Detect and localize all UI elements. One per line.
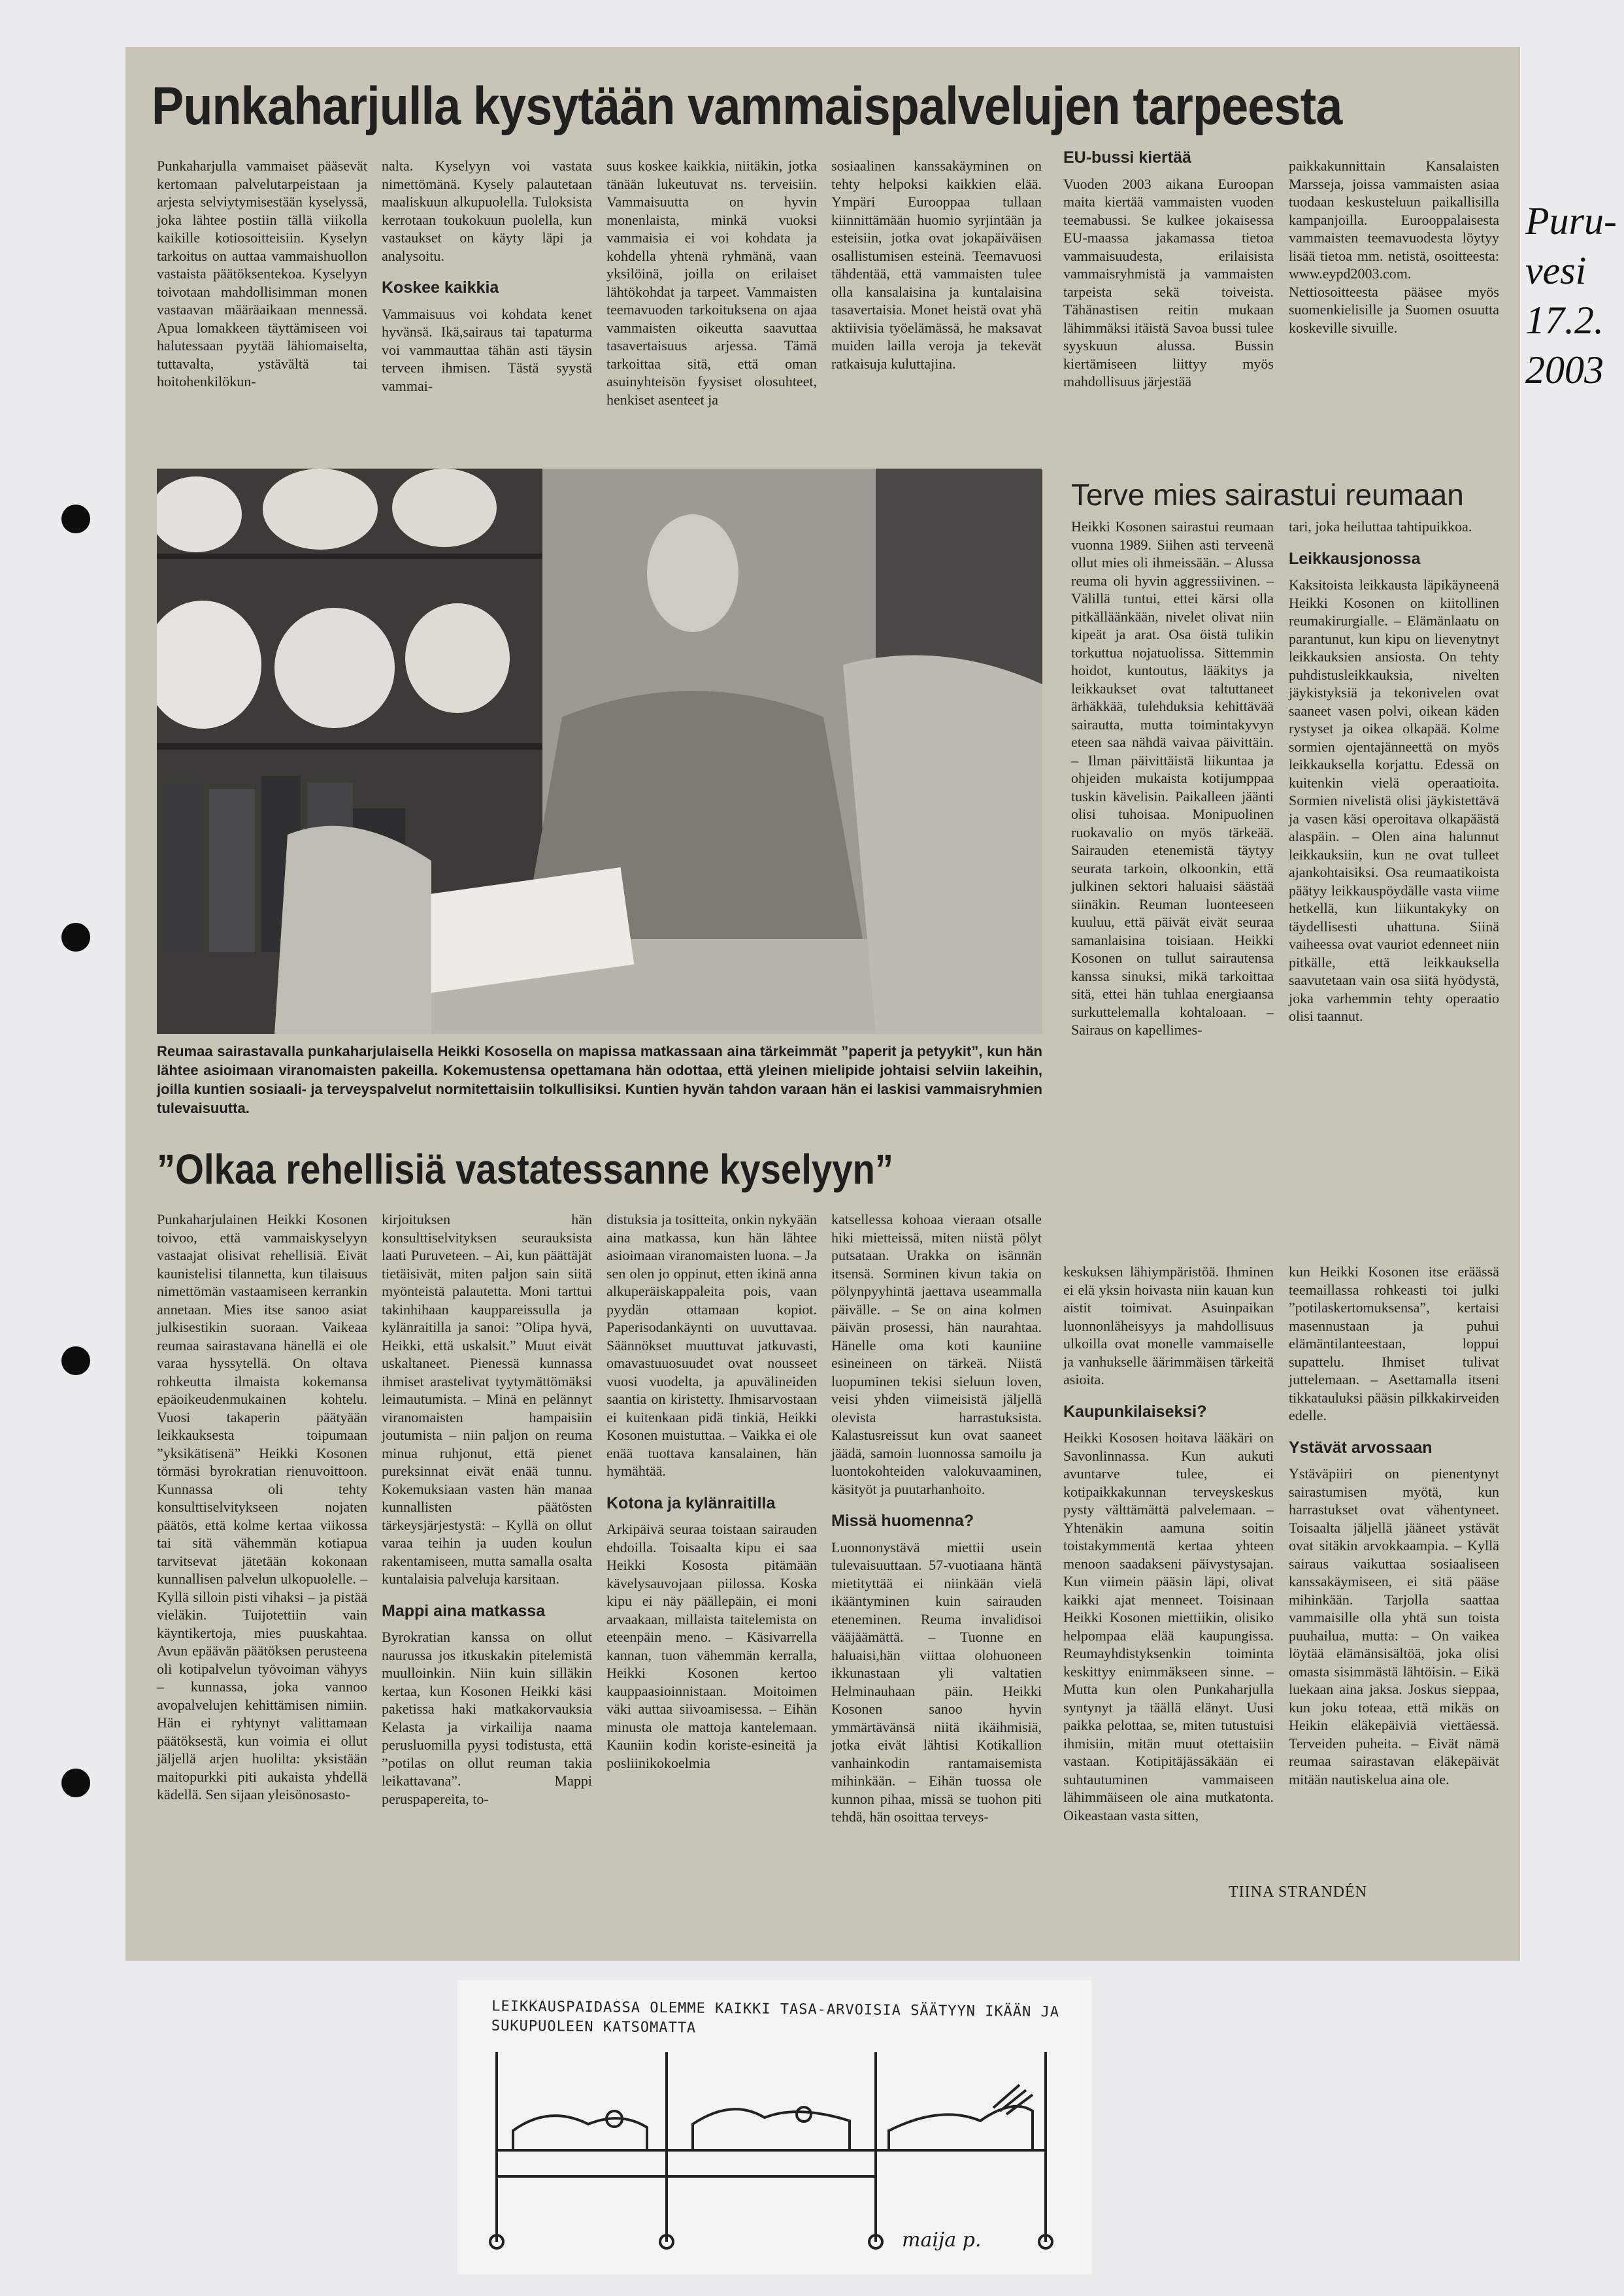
paragraph: sosiaalinen kanssakäyminen on tehty helpoksi kaikkien elää. Ympäri Eurooppaa tullaan kiinnittämään huomio syrjintään ja esteisiin, jotka ovat jokapäiväisen osallistumisen esteinä. Teemavuosi tähdentää, että vammaisten tulee olla kansalaisina ja kuntalaisina tasavertaisia. Monet heistä ovat yhä aktiivisia työelämässä, he maksavat muiden lailla veroja ja tekevät ratkaisuja kuluttajina. xyxy=(831,158,1042,372)
note-line: 17.2. xyxy=(1525,299,1604,342)
note-line: Puru- xyxy=(1525,199,1617,242)
side-article-column-1 xyxy=(1071,518,1274,1039)
article-column-1 xyxy=(157,157,367,391)
article-column-3 xyxy=(606,157,817,408)
cartoon-caption: LEIKKAUSPAIDASSA OLEMME KAIKKI TASA-ARVOISIA SÄÄTYYN IKÄÄN JA SUKUPUOLEEN KATSOMATTA xyxy=(491,1998,1060,2037)
side-article-column-2 xyxy=(1289,518,1499,1025)
paragraph: Heikki Kososen hoitava lääkäri on Savonlinnassa. Kun aukuti avuntarve tulee, ei kotipaikkakunnan terveyskeskus pysty välttämättä palvelemaan. – Yhtenäkin aamuna soitin toistakymmentä kertaa yhteen menoon saadakseni päivystysajan. Kun viimein pääsin läpi, olivat kaikki ajat menneet. Toisinaan Heikki Kosonen miettiikin, olisiko helpompaa elää kaupungissa. Reumayhdistyksenkin toiminta keskittyy enimmäkseen sinne. – Mutta kun olen Punkaharjulla syntynyt ja täällä elänyt. Uusi paikka pelottaa, se, miten tutustuisi ihmisiin, mitän muut otettaisiin vastaan. Kotipitäjässäkään ei suhtautuminen vammaiseen lähimmäiseen ole aina mutkatonta. Oikeastaan vasta sitten, xyxy=(1063,1429,1274,1823)
paragraph: paikkakunnittain Kansalaisten Marsseja, joissa vammaisten asiaa tuodaan keskusteluun paikallisilla kampanjoilla. Eurooppalaisesta vammaisten teemavuodesta löytyy lisää tietoa mm. netistä, osoitteesta: www.eypd2003.com. Nettiosoitteesta pääsee myös suomenkielisille ja Suomen osuutta koskeville sivuille. xyxy=(1289,158,1499,336)
cartoon xyxy=(457,1980,1091,2274)
paragraph: kun Heikki Kosonen itse eräässä teemaillassa rohkeasti toi julki ”potilaskertomuksensa”, kertaisi masennustaan ja puhui elämäntilanteestaan, loppui supattelu. Ihmiset tulivat juttelemaan. – Asettamalla itseni tikkatauluksi pääsin pilkkakirveiden edelle. xyxy=(1289,1263,1499,1423)
subheading: Kaupunkilaiseksi? xyxy=(1063,1402,1207,1421)
note-line: vesi xyxy=(1525,249,1587,292)
subheading: EU-bussi kiertää xyxy=(1063,148,1191,167)
interview-headline: ”Olkaa rehellisiä vastatessanne kyselyyn” xyxy=(157,1146,894,1193)
article-column-5 xyxy=(1063,149,1274,391)
paragraph: Punkaharjulainen Heikki Kosonen toivoo, että vammaiskyselyyn vastaajat olisivat rehellisiä. Eivät kaunistelisi tilannetta, kun tilaisuus nimettömän vastaamiseen kerrankin annetaan. Mies itse sanoo asiat julkisestikin suoraan. Vaikeaa reumaa sairastavana hänellä ei ole varaa hyssytellä. On oltava rohkeutta ilmaista kokemansa epäoikeudenmukainen kohtelu. Vuosi takaperin päätyään leikkauksesta toipumaan ”yksikätisenä” Heikki Kosonen törmäsi byrokratian rienuvoittoon. Kunnassa oli tehty konsulttiselvitykseen nojaten päätös, että kolme kertaa viikossa tai sitä vähemmän kotiapua tarvitsevat jätetään kokonaan kunnallisen palvelun ulkopuolelle. – Kyllä silloin pisti vihaksi – ja pistää vieläkin. Tuijotettiin vain käyntikertoja, mies puuskahtaa. Avun epäävän päätöksen perusteena oli kotipalvelun työvoiman vähyys – kunnassa, joka vannoo avopalvelujen kehittämisen nimiin. Hän ei ryhtynyt valittamaan päätöksestä, kun voimia ei ollut jäljellä arjen huolilta: yksistään maitopurkki piti aukaista yhdellä kädellä. Sen sijaan yleisönosasto- xyxy=(157,1211,367,1803)
photo-illustration xyxy=(157,469,1042,1034)
article-headline: Punkaharjulla kysytään vammaispalvelujen tarpeesta xyxy=(152,76,1342,136)
paragraph: Byrokratian kanssa on ollut naurussa jos itkuskakin pitelemistä muulloinkin. Niin kuin silläkin kertaa, kun Kosonen Heikki käsi paketissa haki matkakorvauksia Kelasta ja virkailija naama perusluomilla pyysi todistusta, että ”potilas on ollut reuman takia leikattavana”. Mappi peruspapereita, to- xyxy=(382,1629,592,1807)
paragraph: kirjoituksen hän konsulttiselvityksen seurauksista laati Puruveteen. – Ai, kun päättäjät tietäisivät, miten paljon sain siitä myönteistä palautetta. Moni tarttui takinhihaan kauppareissulla ja kylänraitilla ja sanoi: ”Olipa hyvä, Heikki, että uskalsit.” Muut eivät uskaltaneet. Pienessä kunnassa ihmiset arastelivat tyytymättömäksi leimautumista. – Minä en pelännyt viranomaisten hampaisiin joutumista – niin paljon on reuma minua ruhjonut, että pienet pureksinnat eivät enää tunnu. Kokemuksiaan vasten hän manaa kunnallisten päätösten tärkeysjärjestystä: – Kyllä on ollut varaa teihin ja uuden koulun rakentamiseen, mutta samalla osalta kuntalaisia palveluja karsitaan. xyxy=(382,1211,592,1587)
photo-caption: Reumaa sairastavalla punkaharjulaisella Heikki Kososella on mapissa matkassaan aina tärkeimmät ”paperit ja petyykit”, kun hän lähtee asioimaan viranomaisten pakeilla. Kokemustensa opettamana hän odottaa, että yleinen mielipide johtaisi selviin lakeihin, joilla kuntien sosiaali- ja terveyspalvelut normitettaisiin tolkullisiksi. Kuntien hyvän tahdon varaan hän ei laskisi vammaisryhmien tulevaisuutta. xyxy=(157,1043,1042,1116)
article-column-2 xyxy=(382,157,592,395)
paragraph: Ystäväpiiri on pienentynyt sairastumisen myötä, kun harrastukset ovat vähentyneet. Toisaalta jäljellä jääneet ystävät ovat sitäkin arvokkaampia. – Kyllä sairaus vaikuttaa sosiaaliseen kanssakäymiseen, ei sitä pääse mihinkään. Tarjolla saattaa vammaisille olla yhtä sun toista puuhailua, mutta: – On vaikea löytää elämänsisältöä, joka olisi omasta sisimmästä lähtöisin. – Eikä luekaan aina jaksa. Joskus sieppaa, kun joku toteaa, että mikäs on Heikin eläkepäiviä viettäessä. Terveiden puheita. – Eivät nämä reumaa sairastavan eläkepäivät mitään nautiskelua aina ole. xyxy=(1289,1465,1499,1788)
handwritten-source-note xyxy=(1525,196,1623,395)
interview-column-5 xyxy=(1063,1263,1274,1824)
article-column-4 xyxy=(831,157,1042,373)
side-article-headline: Terve mies sairastui reumaan xyxy=(1071,478,1464,512)
newspaper-clipping xyxy=(125,47,1520,1961)
punch-hole xyxy=(61,923,90,952)
paragraph: distuksia ja tositteita, onkin nykyään aina matkassa, kun hän lähtee asioimaan viranomaisten luona. – Ja sen olen jo oppinut, etten ikinä anna alkuperäiskappaleita pois, vaan pyydän ottamaan kopiot. Paperisodankäynti on uuvuttavaa. Säännökset muuttuvat jatkuvasti, omavastuuosuudet ovat nousseet vuosi vuodelta, ja apuvälineiden saantia on kiristetty. Ihmisarvostaan ei kuitenkaan pidä tinkiä, Heikki Kosonen muistuttaa. – Vaikka ei ole enää tuottava kansalainen, hän hymähtää. xyxy=(606,1211,818,1479)
note-line: 2003 xyxy=(1525,348,1604,391)
subheading: Missä huomenna? xyxy=(831,1512,974,1530)
punch-hole xyxy=(61,1346,90,1375)
paragraph: Kaksitoista leikkausta läpikäyneenä Heikki Kosonen on kiitollinen reumakirurgialle. – Elämänlaatu on parantunut, kun kipu on lievenytnyt leikkauksien ansiosta. On tehty puhdistusleikkauksia, nivelten jäykistyksiä ja tekonivelen ovat saaneet vasen polvi, oikean käden rystyset ja oikea olkapää. Kolme sormien ojentajänneettä on myös leikkauksella korjattu. Edessä on kuitenkin vielä operaatioita. Sormien nivelistä olisi jäykistettävä ja vasen käsi operoitava olkapäästä alaspäin. – Olen aina halunnut leikkauksiin, kun ne ovat tulleet ajankohtaisiksi. Osa reumaatikoista päätyy leikkauspöydälle vasta viime hetkellä, kun liikuntakyky on täydellisesti uhattuna. Siinä vaiheessa ovat vauriot edenneet niin pitkälle, että leikkauksella saavutetaan vain osa siitä hyödystä, joka varhemmin tehty operaatio olisi taannut. xyxy=(1289,576,1499,1024)
cartoon-signature: maija p. xyxy=(902,2229,982,2252)
paragraph: tari, joka heiluttaa tahtipuikkoa. xyxy=(1289,518,1472,535)
punch-hole xyxy=(61,1769,90,1797)
subheading: Leikkausjonossa xyxy=(1289,549,1421,568)
interview-column-3 xyxy=(606,1210,817,1772)
byline: TIINA STRANDÉN xyxy=(1229,1884,1367,1901)
cartoon-drawing xyxy=(457,1980,1091,2274)
interview-column-4 xyxy=(831,1210,1042,1826)
interview-column-1 xyxy=(157,1210,367,1804)
paragraph: Heikki Kosonen sairastui reumaan vuonna 1989. Siihen asti terveenä ollut mies oli ihmeissään. – Alussa reuma oli hyvin aggressiivinen. – Välillä tuntui, ettei kärsi olla pitkälläänkään, nivelet olivat niin kipeät ja arat. Osa öistä tulikin torkuttua nojatuolissa. Sittemmin hoidot, kuntoutus, lääkitys ja leikkaukset ovat taltuttaneet ärhäkkää, tulehduksia kehittävää sairautta, mutta toimintakyvyn eteen saa nähdä vaivaa päivittäin. – Ilman päivittäistä liikuntaa ja ohjeiden mukaista kotijumppaa tuskin kävelisin. Paikalleen jäänti olisi tuhoisaa. Monipuolinen ruokavalio on myös tärkeää. Sairauden etenemistä täytyy seurata tarkoin, olkoonkin, että julkinen sektori haluaisi säästää siinäkin. Reuman luonteeseen kuuluu, että päivät eivät seuraa samanlaisina toisiaan. Heikki Kosonen on tullut sairautensa kanssa sinuksi, mikä tarkoittaa sitä, ettei hän tuhlaa energiaansa surkuttelemalla kohtaloaan. – Sairaus on kapellimes- xyxy=(1071,518,1274,1038)
paragraph: Arkipäivä seuraa toistaan sairauden ehdoilla. Toisaalta kipu ei saa Heikki Kososta pitämään kävelysauvojaan piilossa. Koska kipu ei näy päällepäin, ei moni arvaakaan, millaista taitelemista on eteenpäin meno. – Käsivarrella kannan, tuon vähemmän kerralla, Heikki Kosonen kertoo kauppaasioinnistaan. Moitoimen väki auttaa siivoamisessa. – Eihän minusta ole mattoja kantelemaan. Kauniin kodin koriste-esineitä ja posliinikokoelmia xyxy=(606,1521,817,1771)
paragraph: suus koskee kaikkia, niitäkin, jotka tänään lukeutuvat ns. terveisiin. Vammaisuutta on hyvin monenlaista, minkä vuoksi vammaisia ei voi kohdata ja kohdella yhtenä ryhmänä, vaan yksilöinä, joilla on erilaiset lähtökohdat ja tarpeet. Vammaisten teemavuoden tarkoituksena on ajaa vammaisten oikeutta saavuttaa tasavertaisuus arjessa. Tämä tarkoittaa sitä, että oman asuinyhteisön fyysiset olosuhteet, henkiset asenteet ja xyxy=(606,158,817,408)
paragraph: katsellessa kohoaa vieraan otsalle hiki mietteissä, miten niistä pölyt putsataan. Urakka on isännän itsensä. Sorminen kivun takia on pölynpyyhintä jaettava useammalla päivälle. – Se on aina kolmen päivän prosessi, hän naurahtaa. Hänelle oma koti kauniine esineineen on tärkeä. Niistä luopuminen tekisi sieluun loven, veisi yhden viimeisistä jäljellä olevista harrastuksista. Kalastusreissut kun ovat saaneet jäädä, samoin luonnossa samoilu ja luontokohteiden valokuvaaminen, käsityöt ja puutarhanhoito. xyxy=(831,1211,1042,1497)
paragraph: Luonnonystävä miettii usein tulevaisuuttaan. 57-vuotiaana häntä mietityttää ei niinkään vielä ikääntyminen kuin sairauden eteneminen. Reuma invalidisoi vääjäämättä. – Tuonne en haluaisi,hän viittaa olohuoneen ikkunastaan yli valtatien Helminauhaan päin. Heikki Kosonen sanoo hyvin ymmärtävänsä niitä ikäihmisiä, jotka eivät lähtisi Kotikallion vanhainkodin rantamaisemista mihinkään. – Eihän tuossa ole kunnon pihaa, missä se tuohon piti tehdä, hän osoittaa terveys- xyxy=(831,1539,1042,1825)
interview-column-2 xyxy=(382,1210,592,1808)
subheading: Koskee kaikkia xyxy=(382,278,499,297)
interview-column-6 xyxy=(1289,1263,1499,1788)
paragraph: Punkaharjulla vammaiset pääsevät kertomaan palvelutarpeistaan ja arjesta selviytymisestään kyselyssä, joka lähtee postiin tällä viikolla kaikille kotiosoitteisiin. Kyselyn tarkoitus on auttaa vammaishuollon vastaista päätöksentekoa. Kyselyyn toivotaan mahdollisimman monen vastaavan määräaikaan mennessä. Apua lomakkeen täyttämiseen voi halutessaan pyytää lähiomaiselta, tuttavalta, ystävältä tai hoitohenkilökun- xyxy=(157,158,367,390)
paragraph: Vuoden 2003 aikana Euroopan maita kiertää vammaisten vuoden teemabussi. Se kulkee jokaisessa EU-maassa jakamassa tietoa vammaisuudesta, erilaisista vammaisryhmistä ja vammaisten tarpeista sekä toiveista. Tähänastisen reitin mukaan lähimmäksi itäistä Savoa bussi tulee syyskuun alussa. Bussin kiertämiseen liittyy myös mahdollisuus järjestää xyxy=(1063,175,1274,390)
paragraph: nalta. Kyselyyn voi vastata nimettömänä. Kysely palautetaan maaliskuun alkupuolella. Tuloksista kerrotaan toukokuun puolella, kun vastaukset on käyty läpi ja analysoitu. xyxy=(382,158,592,264)
article-column-6 xyxy=(1289,157,1499,337)
punch-hole xyxy=(61,505,90,533)
paragraph: Vammaisuus voi kohdata kenet hyvänsä. Ikä,sairaus tai tapaturma voi vammauttaa tähän asti täysin terveen ihmisen. Tästä syystä vammai- xyxy=(382,305,592,394)
subheading: Kotona ja kylänraitilla xyxy=(606,1493,776,1512)
paragraph: keskuksen lähiympäristöä. Ihminen ei elä yksin hoivasta niin kauan kun aistit toimivat. Asuinpaikan luonnonläheisyys ja mahdollisuus ulkoilla ovat monelle vammaiselle ja vanhukselle äärimmäisen tärkeitä asioita. xyxy=(1063,1263,1274,1388)
portrait-photo xyxy=(157,469,1042,1034)
subheading: Mappi aina matkassa xyxy=(382,1601,546,1620)
subheading: Ystävät arvossaan xyxy=(1289,1438,1433,1457)
